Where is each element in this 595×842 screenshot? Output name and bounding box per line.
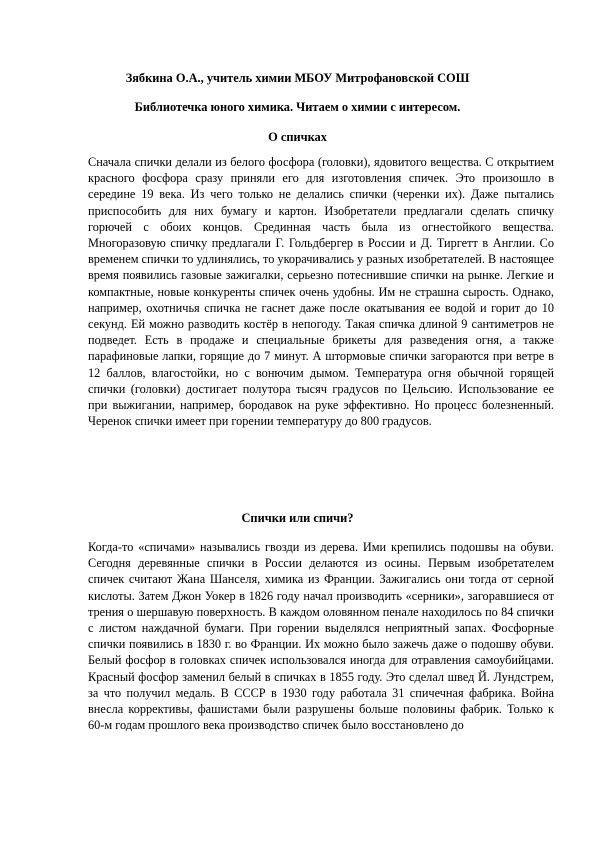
section-paragraph-matches-or-spichi: Когда-то «спичами» назывались гвозди из дерева. Ими крепились подошвы на обуви. Сегодня деревянные спички в России делаются из осины. Первым изобретателем спичек считают Жана Шанселя, химика из Франции. Зажигались они тогда от серной кислоты. Затем Джон Уокер в 1826 году начал производить «серники», загоравшиеся от трения о шершавую поверхность. В каждом оловянном пенале находилось по 84 спички с листом наждачной бумаги. При горении выделялся неприятный запах. Фосфорные спички появились в 1830 г. во Франции. Их можно было зажечь даже о подошву обуви. Белый фосфор в головках спичек использовался иногда для отравления самоубийцами. Красный фосфор заменил белый в спичках в 1855 году. Это сделал швед Й. Лундстрем, за что получил медаль. В СССР в 1930 году работала 31 спичечная фабрика. Война внесла коррективы, фашистами были разрушены больше половины фабрик. Только к 60-м годам прошлого века производство спичек было восстановлено до <box>88 540 554 733</box>
section-title-about-matches: О спичках <box>268 130 327 144</box>
author-line: Зябкина О.А., учитель химии МБОУ Митрофановской СОШ <box>125 71 470 85</box>
series-title: Библиотечка юного химика. Читаем о химии с интересом. <box>134 100 461 114</box>
section-paragraph-about-matches: Сначала спички делали из белого фосфора (головки), ядовитого вещества. С открытием красного фосфора сразу приняли его для изготовления спичек. Это произошло в середине 19 века. Из чего только не делались спички (черенки их). Даже пытались приспособить для них бумагу и картон. Изобретатели предлагали сделать спичку горючей с обоих концов. Срединная часть была из огнестойкого вещества. Многоразовую спичку предлагали Г. Гольдбергер в России и Д. Тиргетт в Англии. Со временем спички то удлинялись, то укорачивались у разных изобретателей. В настоящее время появились газовые зажигалки, серьезно потеснившие спички на рынке. Легкие и компактные, новые конкуренты спичек очень удобны. Им не страшна сырость. Однако, например, охотничья спичка не гаснет даже после окатывания ее водой и горит до 10 секунд. Ей можно разводить костёр в непогоду. Такая спичка длиной 9 сантиметров не подведет. Есть в продаже и специальные брикеты для разведения огня, а также парафиновые лапки, горящие до 7 минут. А штормовые спички загораются при ветре в 12 баллов, влагостойки, но с вонючим дымом. Температура огня обычной горящей спички (головки) достигает полутора тысяч градусов по Цельсию. Использование ее при выжигании, например, бородавок на руке эффективно. Но процесс болезненный. Черенок спички имеет при горении температуру до 800 градусов. <box>88 155 554 429</box>
section-title-matches-or-spichi: Спички или спичи? <box>241 511 354 525</box>
